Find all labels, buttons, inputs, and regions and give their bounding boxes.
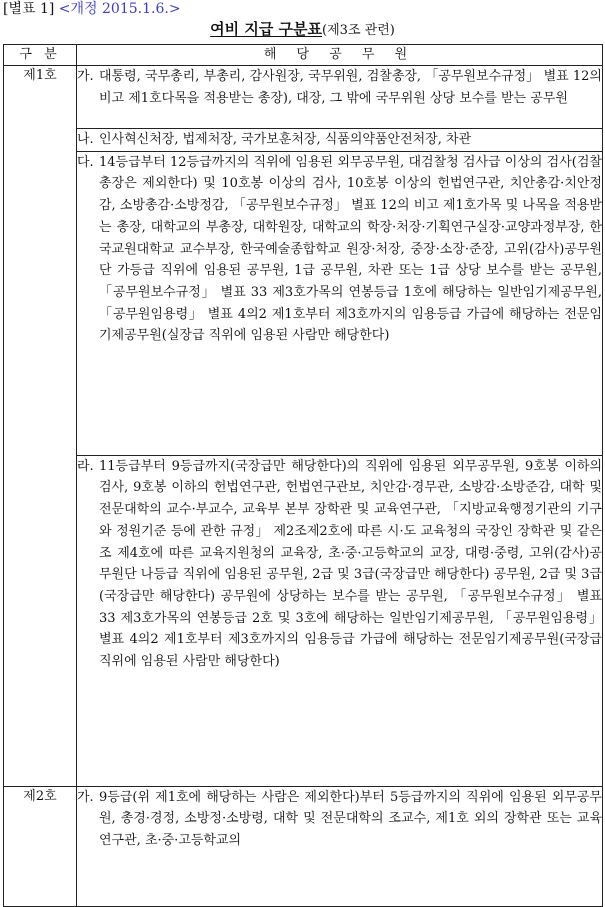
table-row — [4, 455, 603, 786]
item-text: 11등급부터 9등급까지(국장급만 해당한다)의 직위에 임용된 외무공무원, 9호봉 이하의 검사, 9호봉 이하의 헌법연구관, 헌법연구관보, 치안감·경무관, 소방감·소방준감, 대학 및 전문대학의 교수·부교수, 교육부 본부 장학관 및 교육연구관, 「지방교육행정기관의 기구와 정원기준 등에 관한 규정」 제2조제2호에 따른 시·도 교육청의 국장인 장학관 및 같은 조 제4호에 따른 교육지원청의 교육장, 초·중·고등학교의 교장, 대령·중령, 고위(감사)공무원단 나등급 직위에 임용된 공무원, 2급 및 3급(국장급만 해당한다) 공무원, 2급 및 3급(국장급만 해당한다) 공무원에 상당하는 보수를 받는 공무원, 「공무원보수규정」 별표 33 제3호가목의 연봉등급 2호 및 3호에 해당하는 일반임기제공무원, 「공무원임용령」 별표 4의2 제1호부터 제3호까지의 임용등급 가급에 해당하는 전문임기제공무원(국장급 직위에 임용된 사람만 해당한다) — [99, 458, 602, 670]
item-marker: 나. — [77, 132, 94, 147]
item-cell — [77, 786, 603, 906]
grade-cell-2: 제2호 — [4, 786, 77, 906]
item-marker: 가. — [77, 789, 94, 805]
table-row — [4, 786, 603, 906]
item-marker: 라. — [77, 458, 94, 474]
item-text: 9등급(위 제1호에 해당하는 사람은 제외한다)부터 5등급까지의 직위에 임용된 외무공무원, 총경·경정, 소방정·소방령, 대학 및 전문대학의 조교수, 제1호 외의 장학관 또는 교육연구관, 초·중·고등학교의 — [99, 789, 602, 849]
item-cell — [77, 151, 603, 455]
item-cell — [77, 66, 603, 129]
grade-cell-1: 제1호 — [4, 66, 77, 787]
item-cell — [77, 455, 603, 786]
column-header-grade: 구 분 — [4, 45, 77, 66]
travel-expense-grade-table — [3, 44, 603, 907]
table-row — [4, 129, 603, 152]
item-marker: 가. — [77, 69, 94, 84]
table-ref: [별표 1] — [3, 1, 55, 17]
table-row — [4, 66, 603, 129]
header-row — [4, 45, 603, 66]
item-cell — [77, 129, 603, 152]
title-sub: (제3조 관련) — [322, 23, 395, 38]
revision-date: <개정 2015.1.6.> — [58, 1, 181, 17]
document-title — [0, 19, 605, 41]
item-text: 14등급부터 12등급까지의 직위에 임용된 외무공무원, 대검찰청 검사급 이상의 검사(검찰총장은 제외한다) 및 10호봉 이상의 검사, 10호봉 이상의 헌법연구관, 치안총감·치안정감, 소방총감·소방정감, 「공무원보수규정」 별표 12의 비고 제1호가목 및 나목을 적용받는 총장, 대학교의 부총장, 대학원장, 대학교의 학장·처장·기획연구실장·교양과정부장, 한국교원대학교 교수부장, 한국예술종합학교 원장·처장, 중장·소장·준장, 고위(감사)공무원단 가등급 직위에 임용된 공무원, 1급 공무원, 차관 또는 1급 상당 보수를 받는 공무원, 「공무원보수규정」 별표 33 제3호가목의 연봉등급 1호에 해당하는 일반임기제공무원, 「공무원임용령」 별표 4의2 제1호부터 제3호까지의 임용등급 가급에 해당하는 전문임기제공무원(실장급 직위에 임용된 사람만 해당한다) — [99, 154, 602, 344]
column-header-officials: 해 당 공 무 원 — [77, 45, 603, 66]
title-main: 여비 지급 구분표 — [210, 20, 323, 38]
item-text: 대통령, 국무총리, 부총리, 감사원장, 국무위원, 검찰총장, 「공무원보수규정」 별표 12의 비고 제1호다목을 적용받는 총장), 대장, 그 밖에 국무위원 상당 보수를 받는 공무원 — [99, 69, 602, 106]
item-text: 인사혁신처장, 법제처장, 국가보훈처장, 식품의약품안전처장, 차관 — [99, 132, 472, 147]
table-row — [4, 151, 603, 455]
table-reference-line — [3, 0, 181, 18]
item-marker: 다. — [77, 154, 94, 170]
